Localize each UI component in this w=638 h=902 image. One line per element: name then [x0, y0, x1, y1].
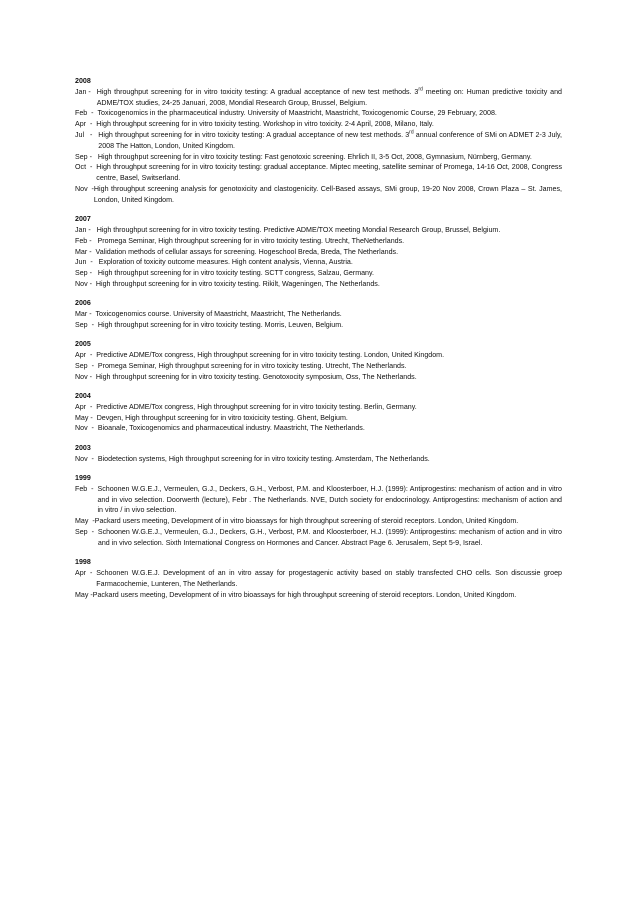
entry-text [96, 402, 562, 413]
entry-month-label: Oct - [75, 163, 97, 172]
entry-month-label: Feb - [75, 109, 98, 118]
year-heading: 2006 [75, 299, 91, 308]
year-heading: 2007 [75, 215, 91, 224]
entry-text-part: Promega Seminar, High throughput screening for in vitro toxicity testing. Utrecht, TheNetherlands. [97, 236, 405, 245]
entry-text [94, 184, 562, 206]
year-heading: 1998 [75, 558, 91, 567]
entry-text [97, 484, 562, 516]
entry-text [96, 350, 562, 361]
entry-month-label: Apr - [75, 402, 97, 411]
presentation-entry [75, 108, 562, 119]
entry-text [97, 108, 562, 119]
entry-text [99, 257, 562, 268]
year-section-2006 [75, 298, 562, 330]
entry-text [97, 225, 562, 236]
entry-text-part: meeting on: Human predictive toxicity and ADME/TOX studies, 24-25 Januari, 2008, Mondial Research Group, Brussel, Belgium. [96, 87, 563, 107]
entry-text [98, 454, 562, 465]
entry-month-label: Sep - [75, 152, 98, 161]
presentation-entry [75, 413, 562, 424]
year-section-2008 [75, 76, 562, 206]
entry-text [97, 236, 562, 247]
entry-text-part: Schoonen W.G.E.J. Development of an in vitro assay for progestagenic activity based on stably transfected CHO cells. Son discussie groep Farmacochemie, Lunteren, The Netherlands. [96, 569, 562, 588]
entry-month-label: Nov - [75, 454, 98, 463]
presentation-entry [75, 372, 562, 383]
entry-month-label: May - [75, 517, 95, 526]
presentation-entry [75, 236, 562, 247]
year-heading: 1999 [75, 474, 91, 483]
entry-text [96, 372, 562, 383]
entry-month-label: Sep - [75, 361, 98, 370]
entry-text-part: Predictive ADME/Tox congress, High throughput screening for in vitro toxicity testing. Berlin, Germany. [96, 402, 417, 411]
entry-text [98, 361, 562, 372]
entry-text [98, 320, 562, 331]
entry-text-part: High throughput screening for in vitro toxicity testing: A gradual acceptance of new test methods. 3 [96, 87, 419, 96]
entry-text-part: High throughput screening for in vitro toxicity testing: A gradual acceptance of new test methods. 3 [98, 130, 410, 139]
entry-month-label: May - [75, 413, 97, 422]
entry-month-label: Jan - [75, 225, 97, 234]
entry-text-part: Predictive ADME/Tox congress, High throughput screening for in vitro toxicity testing. London, United Kingdom. [96, 351, 445, 360]
presentation-entry [75, 87, 562, 109]
entry-text-part: High throughput screening analysis for genotoxicity and clastogenicity. Cell-Based assays, SMi group, 19-20 Nov 2008, Crown Plaza – St. James, London, United Kingdom. [93, 184, 562, 204]
year-section-2003 [75, 443, 562, 465]
entry-text-part: Schoonen W.G.E.J., Vermeulen, G.J., Deckers, G.H., Verbost, P.M. and Kloosterboer, H.J. (1999): Antiprogestins: mechanism of action and in vitro and in vivo selection. Sixth International Congress on Hormones and Cancer. Abstract Page 6. Jerusalem, Sept 5-9, Israel. [97, 528, 562, 547]
entry-text-part: Packard users meeting, Development of in vitro bioassays for high throughput screening of steroid receptors. London, United Kingdom. [92, 590, 517, 599]
entry-month-label: Sep - [75, 528, 98, 537]
entry-text-part: Devgen, High throughput screening for in vitro toxicicity testing. Ghent, Belgium. [96, 413, 348, 422]
presentation-entry [75, 162, 562, 184]
entry-text-part: High throughput screening for in vitro toxicity testing. SCTT congress, Salzau, Germany. [97, 269, 374, 278]
entry-month-label: Feb - [75, 236, 98, 245]
presentation-entry [75, 320, 562, 331]
document-page [75, 76, 562, 609]
entry-text [98, 268, 562, 279]
year-heading: 2008 [75, 77, 91, 85]
entry-text [98, 527, 562, 549]
presentation-entry [75, 257, 562, 268]
presentation-entry [75, 268, 562, 279]
entry-month-label: Sep - [75, 320, 98, 329]
entry-text [97, 87, 562, 109]
entry-month-label: Jun - [75, 258, 99, 267]
entry-text-part: High throughput screening for in vitro toxicity testing. Workshop in vitro toxicity. 2-4 April, 2008, Milano, Italy. [96, 120, 434, 129]
ordinal-suffix: rd [418, 86, 423, 93]
year-section-1998 [75, 557, 562, 600]
presentation-entry [75, 130, 562, 152]
entry-text [96, 309, 563, 320]
entry-text [95, 516, 562, 527]
entry-text-part: High throughput screening for in vitro toxicity testing. Predictive ADME/TOX meeting Mondial Research Group, Brussel, Belgium. [96, 225, 501, 234]
entry-text [96, 568, 562, 590]
entry-month-label: Feb - [75, 484, 98, 493]
entry-text-part: High throughput screening for in vitro toxicity testing. Rikilt, Wageningen, The Netherlands. [95, 279, 380, 288]
presentation-entry [75, 590, 562, 601]
entry-text-part: Toxicogenomics in the pharmaceutical industry. University of Maastricht, Maastricht, Toxicogenomic Course, 29 February, 2008. [97, 109, 497, 118]
entry-month-label: Nov - [75, 279, 96, 288]
presentation-entry [75, 454, 562, 465]
entry-text-part: Exploration of toxicity outcome measures. High content analysis, Vienna, Austria. [98, 258, 353, 267]
presentation-entry [75, 152, 562, 163]
entry-text-part: High throughput screening for in vitro toxicity testing. Morris, Leuven, Belgium. [97, 320, 344, 329]
entry-month-label: May - [75, 590, 93, 599]
entry-text-part: Validation methods of cellular assays for screening. Hogeschool Breda, Breda, The Netherlands. [95, 247, 399, 256]
entry-text [98, 130, 562, 152]
presentation-entry [75, 247, 562, 258]
entry-text-part: Schoonen W.G.E.J., Vermeulen, G.J., Deckers, G.H., Verbost, P.M. and Kloosterboer, H.J. (1999): Antiprogestins: mechanism of action and in vitro and in vivo selection. Doorwerth (lecture), Febr . The Netherlands. NVE, Dutch society for endocrinology. Antiprogestins: mechanism of action and in vitro / in vivo selection. [97, 484, 562, 515]
entry-text-part: High throughput screening for in vitro toxicity testing: Fast genotoxic screening. Ehrlich II, 3-5 Oct, 2008, Gymnasium, Nürnberg, Germany. [97, 152, 532, 161]
entry-text [98, 152, 562, 163]
year-heading: 2005 [75, 340, 91, 349]
entry-month-label: Mar - [75, 310, 96, 319]
entry-text [93, 590, 562, 601]
presentation-entry [75, 225, 562, 236]
presentation-entry [75, 350, 562, 361]
year-section-2004 [75, 391, 562, 434]
entry-month-label: Jul - [75, 130, 99, 139]
presentation-entry [75, 309, 562, 320]
year-section-2007 [75, 214, 562, 290]
entry-text-part: High throughput screening for in vitro toxicity testing: gradual acceptance. Miptec meeting, satellite seminar of Promega, 14-16 Oct, 2008, Congress centre, Basel, Switserland. [96, 163, 562, 183]
year-section-2005 [75, 339, 562, 382]
entry-text [96, 247, 563, 258]
entry-month-label: Apr - [75, 569, 97, 578]
presentation-entry [75, 527, 562, 549]
entry-month-label: Nov - [75, 372, 96, 381]
entry-month-label: Nov - [75, 184, 94, 193]
entry-month-label: Mar - [75, 247, 96, 256]
entry-text [98, 423, 562, 434]
entry-text-part: Packard users meeting, Development of in vitro bioassays for high throughput screening of steroid receptors. London, United Kingdom. [94, 517, 519, 526]
entry-text-part: Biodetection systems, High throughput screening for in vitro toxicity testing. Amsterdam, The Netherlands. [97, 454, 430, 463]
entry-text-part: Toxicogenomics course. University of Maastricht, Maastricht, The Netherlands. [95, 310, 342, 319]
entry-text-part: Promega Seminar, High throughput screening for in vitro toxicity testing. Utrecht, The Netherlands. [97, 361, 407, 370]
entry-text [96, 119, 562, 130]
presentation-entry [75, 119, 562, 130]
entry-text [97, 413, 562, 424]
ordinal-suffix: rd [409, 129, 414, 136]
entry-month-label: Apr - [75, 120, 97, 129]
entry-text [96, 279, 562, 290]
entry-month-label: Jan - [75, 87, 97, 96]
presentation-entry [75, 568, 562, 590]
presentation-entry [75, 402, 562, 413]
year-heading: 2004 [75, 392, 91, 401]
presentation-entry [75, 516, 562, 527]
presentation-entry [75, 184, 562, 206]
entry-text-part: High throughput screening for in vitro toxicity testing. Genotoxocity symposium, Oss, The Netherlands. [95, 372, 417, 381]
presentation-entry [75, 361, 562, 372]
presentation-entry [75, 423, 562, 434]
entry-text-part: Bioanale, Toxicogenomics and pharmaceutical industry. Maastricht, The Netherlands. [97, 424, 365, 433]
year-section-1999 [75, 473, 562, 549]
entry-month-label: Apr - [75, 351, 97, 360]
year-heading: 2003 [75, 443, 91, 452]
presentation-entry [75, 279, 562, 290]
entry-month-label: Nov - [75, 424, 98, 433]
entry-text-part: annual conference of SMi on ADMET 2-3 July, 2008 The Hatton, London, United Kingdom. [98, 130, 563, 150]
entry-month-label: Sep - [75, 269, 98, 278]
entry-text [96, 162, 562, 184]
presentation-entry [75, 484, 562, 516]
